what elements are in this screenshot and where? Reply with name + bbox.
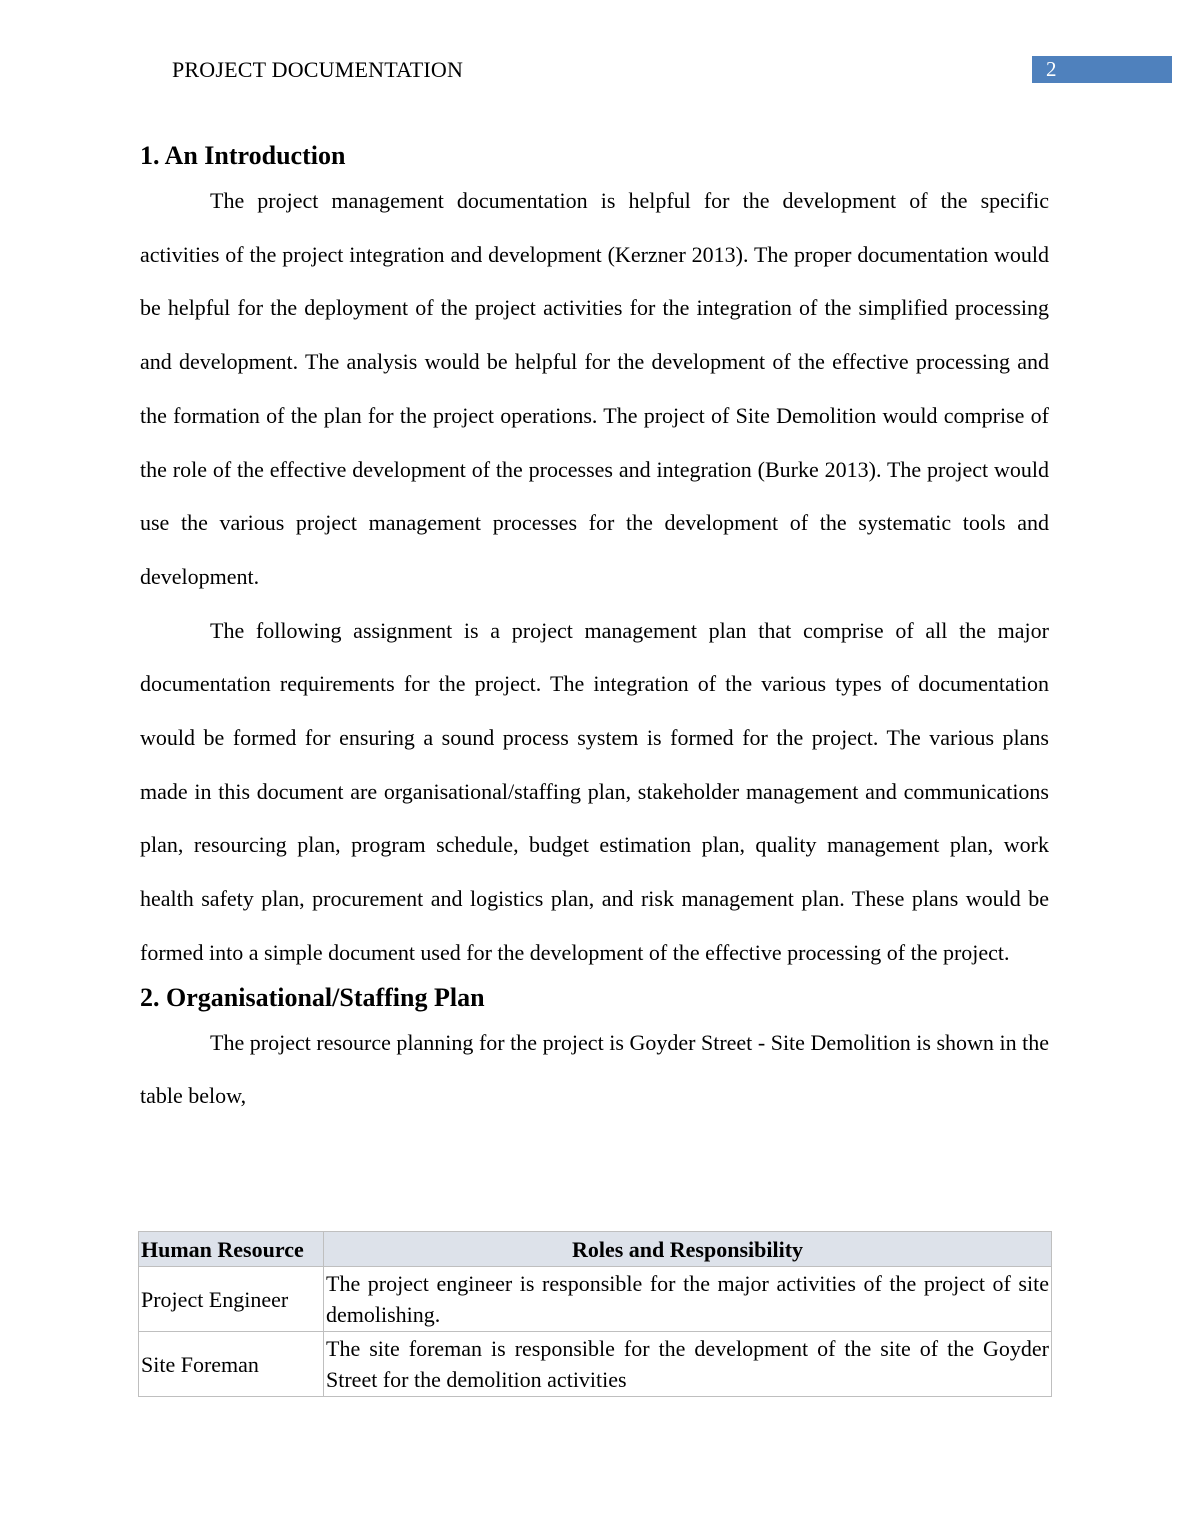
page-number-badge: 2 — [1032, 56, 1172, 83]
table-cell-role: The site foreman is responsible for the development of the site of the Goyder Street for the demolition activities — [324, 1332, 1052, 1397]
table-header-roles: Roles and Responsibility — [324, 1232, 1052, 1267]
table-cell-resource: Project Engineer — [139, 1267, 324, 1332]
table-row — [139, 1332, 1052, 1397]
document-body — [140, 138, 1049, 1123]
table-row — [139, 1267, 1052, 1332]
intro-paragraph-1: The project management documentation is helpful for the development of the specific activities of the project integration and development (Kerzner 2013). The proper documentation would be helpful for the deployment of the project activities for the integration of the simplified processing and development. The analysis would be helpful for the development of the effective processing and the formation of the plan for the project operations. The project of Site Demolition would comprise of the role of the effective development of the processes and integration (Burke 2013). The project would use the various project management processes for the development of the systematic tools and development. — [140, 188, 1049, 589]
table-cell-role: The project engineer is responsible for the major activities of the project of site demolishing. — [324, 1267, 1052, 1332]
section-heading-staffing-plan: 2. Organisational/Staffing Plan — [140, 982, 485, 1012]
intro-paragraph-2: The following assignment is a project management plan that comprise of all the major documentation requirements for the project. The integration of the various types of documentation would be formed for ensuring a sound process system is formed for the project. The various plans made in this document are organisational/staffing plan, stakeholder management and communications plan, resourcing plan, program schedule, budget estimation plan, quality management plan, work health safety plan, procurement and logistics plan, and risk management plan. These plans would be formed into a simple document used for the development of the effective processing of the project. — [140, 617, 1049, 965]
staffing-table — [138, 1231, 1052, 1397]
table-header-human-resource: Human Resource — [139, 1232, 324, 1267]
staffing-paragraph: The project resource planning for the project is Goyder Street - Site Demolition is shown in the table below, — [140, 1029, 1049, 1109]
table-header-row — [139, 1232, 1052, 1267]
table-cell-resource: Site Foreman — [139, 1332, 324, 1397]
section-heading-introduction: 1. An Introduction — [140, 141, 346, 170]
running-header-title: PROJECT DOCUMENTATION — [172, 57, 464, 82]
